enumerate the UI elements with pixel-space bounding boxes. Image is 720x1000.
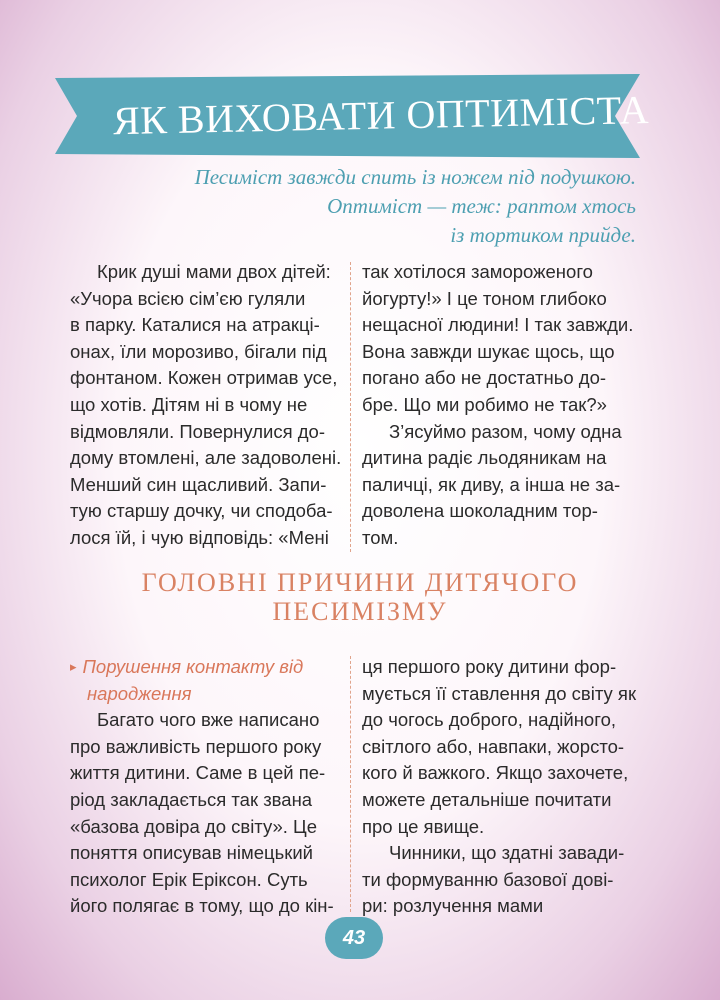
text-line: можете детальніше почитати — [362, 788, 612, 810]
section-heading — [100, 568, 620, 626]
page-title: ЯК ВИХОВАТИ ОПТИМІСТА — [112, 87, 650, 144]
text-line: Чинники, що здатні завади- — [389, 842, 625, 864]
intro-left-column — [70, 259, 340, 552]
text-line: до чогось доброго, надійного, — [362, 709, 616, 731]
text-line: поняття описував німецький — [70, 842, 313, 864]
text-line: «Учора всією сім’єю гуляли — [70, 287, 306, 309]
section-heading-line: ГОЛОВНІ ПРИЧИНИ ДИТЯЧОГО — [141, 568, 579, 597]
text-line: світлого або, навпаки, жорсто- — [362, 735, 625, 757]
section-heading-line: ПЕСИМІЗМУ — [272, 597, 448, 626]
bullet-title — [70, 654, 340, 681]
text-line: Менший син щасливий. Запи- — [70, 473, 327, 495]
text-line: тую старшу дочку, чи сподоба- — [70, 500, 333, 522]
epigraph-line: Песиміст завжди спить із ножем під подушкою. — [194, 165, 636, 189]
text-line: його полягає в тому, що до кін- — [70, 895, 334, 917]
title-banner — [55, 72, 650, 158]
text-line: ти формуванню базової дові- — [362, 868, 614, 890]
text-line: «базова довіра до світу». Це — [70, 815, 317, 837]
text-line: мується її ставлення до світу як — [362, 682, 637, 704]
text-line: погано або не достатньо до- — [362, 367, 607, 389]
text-line: ця першого року дитини фор- — [362, 656, 617, 677]
text-line: кого й важкого. Якщо захочете, — [362, 762, 629, 784]
text-line: ри: розлучення мами — [362, 895, 544, 917]
text-line: лося їй, і чую відповідь: «Мені — [70, 526, 329, 548]
epigraph-line: із тортиком прийде. — [450, 223, 636, 247]
text-line: так хотілося замороженого — [362, 261, 593, 282]
section-left-column — [70, 654, 340, 920]
text-line: відмовляли. Повернулися до- — [70, 420, 325, 442]
triangle-bullet-icon: ▸ — [70, 659, 77, 674]
text-line: дому втомлені, але задоволені. — [70, 447, 342, 469]
epigraph-line: Оптиміст — теж: раптом хтось — [327, 194, 636, 218]
text-line: том. — [362, 526, 399, 548]
text-line: психолог Ерік Еріксон. Суть — [70, 868, 308, 890]
text-line: що хотів. Дітям ні в чому не — [70, 393, 308, 415]
text-line: життя дитини. Саме в цей пе- — [70, 762, 326, 784]
epigraph — [150, 163, 636, 250]
column-divider — [350, 656, 351, 912]
text-line: про важливість першого року — [70, 735, 322, 757]
text-line: доволена шоколадним тор- — [362, 500, 598, 522]
text-line: онах, їли морозиво, бігали під — [70, 340, 327, 362]
intro-right-column — [362, 259, 642, 552]
text-line: фонтаном. Кожен отримав усе, — [70, 367, 338, 389]
text-line: Багато чого вже написано — [97, 709, 320, 731]
text-line: йогурту!» І це тоном глибоко — [362, 287, 607, 309]
text-line: в парку. Каталися на атракці- — [70, 314, 320, 336]
text-line: бре. Що ми робимо не так?» — [362, 393, 607, 415]
text-line: Вона завжди шукає щось, що — [362, 340, 615, 362]
text-line: паличці, як диву, а інша не за- — [362, 473, 621, 495]
bullet-title-text: Порушення контакту від — [82, 656, 304, 677]
text-line: про це явище. — [362, 815, 485, 837]
text-line: нещасної людини! І так завжди. — [362, 314, 634, 336]
text-line: Крик душі мами двох дітей: — [97, 261, 331, 282]
bullet-title-cont: народження — [87, 682, 192, 704]
page-number: 43 — [325, 917, 383, 959]
text-line: З’ясуймо разом, чому одна — [389, 420, 622, 442]
column-divider — [350, 262, 351, 552]
section-right-column — [362, 654, 642, 920]
text-line: ріод закладається так звана — [70, 788, 313, 810]
text-line: дитина радіє льодяникам на — [362, 447, 607, 469]
